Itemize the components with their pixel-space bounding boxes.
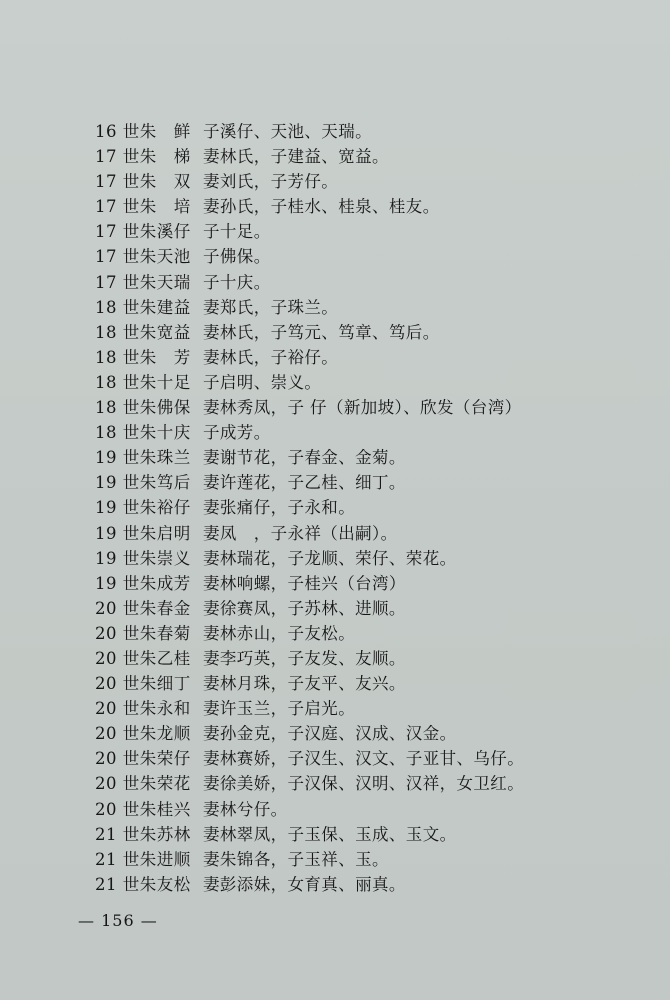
entry-generation-name: 18 世朱宽益 — [95, 322, 191, 342]
entry-generation-name: 17 世朱 培 — [95, 197, 191, 217]
entry-generation-name: 17 世朱 梯 — [95, 147, 191, 167]
entry-generation-name: 20 世朱乙桂 — [95, 648, 191, 668]
genealogy-entry — [95, 370, 655, 395]
entry-family-description: 子佛保。 — [203, 247, 271, 267]
genealogy-entry — [95, 822, 655, 847]
genealogy-entry — [95, 797, 655, 822]
entry-generation-name: 21 世朱进顺 — [95, 849, 191, 869]
genealogy-entry — [95, 470, 655, 495]
genealogy-entry — [95, 596, 655, 621]
genealogy-entry — [95, 495, 655, 520]
genealogy-entry — [95, 445, 655, 470]
entry-family-description: 妻李巧英，子友发、友顺。 — [203, 648, 406, 668]
entry-family-description: 妻林赛娇，子汉生、汉文、子亚甘、乌仔。 — [203, 749, 525, 769]
entry-family-description: 妻林翠凤，子玉保、玉成、玉文。 — [203, 824, 457, 844]
entry-generation-name: 20 世朱荣花 — [95, 774, 191, 794]
entry-generation-name: 18 世朱十足 — [95, 372, 191, 392]
entry-family-description: 妻徐赛凤，子苏林、进顺。 — [203, 598, 406, 618]
entry-family-description: 妻林氏，子笃元、笃章、笃后。 — [203, 322, 440, 342]
entry-family-description: 妻谢节花，子春金、金菊。 — [203, 448, 406, 468]
genealogy-entry — [95, 872, 655, 897]
entry-family-description: 妻林月珠，子友平、友兴。 — [203, 674, 406, 694]
genealogy-entry — [95, 671, 655, 696]
page-number: — 156 — — [78, 911, 158, 930]
entry-generation-name: 20 世朱春菊 — [95, 623, 191, 643]
genealogy-entry — [95, 320, 655, 345]
entry-family-description: 妻郑氏，子珠兰。 — [203, 297, 339, 317]
entry-generation-name: 19 世朱珠兰 — [95, 448, 191, 468]
entry-family-description: 妻林氏，子裕仔。 — [203, 347, 339, 367]
entry-family-description: 妻徐美娇，子汉保、汉明、汉祥，女卫红。 — [203, 774, 525, 794]
genealogy-entry — [95, 721, 655, 746]
entry-family-description: 妻林赤山，子友松。 — [203, 623, 356, 643]
entry-family-description: 妻许莲花，子乙桂、细丁。 — [203, 473, 406, 493]
entry-family-description: 妻林响螺，子桂兴（台湾） — [203, 573, 406, 593]
genealogy-entry — [95, 244, 655, 269]
genealogy-entry — [95, 194, 655, 219]
entry-generation-name: 20 世朱荣仔 — [95, 749, 191, 769]
genealogy-entry — [95, 571, 655, 596]
entry-generation-name: 20 世朱永和 — [95, 699, 191, 719]
genealogy-entry — [95, 771, 655, 796]
genealogy-entry — [95, 395, 655, 420]
entry-generation-name: 19 世朱笃后 — [95, 473, 191, 493]
entry-generation-name: 17 世朱 双 — [95, 172, 191, 192]
genealogy-entry — [95, 295, 655, 320]
entry-family-description: 妻许玉兰，子启光。 — [203, 699, 356, 719]
entry-family-description: 妻林兮仔。 — [203, 799, 288, 819]
entry-generation-name: 19 世朱成芳 — [95, 573, 191, 593]
entry-generation-name: 16 世朱 鲜 — [95, 122, 191, 141]
entry-generation-name: 20 世朱细丁 — [95, 674, 191, 694]
entry-family-description: 妻林氏，子建益、宽益。 — [203, 147, 389, 167]
entry-generation-name: 17 世朱天瑞 — [95, 272, 191, 292]
genealogy-entry-list — [95, 119, 655, 897]
genealogy-entry — [95, 847, 655, 872]
genealogy-entry — [95, 546, 655, 571]
genealogy-entry — [95, 144, 655, 169]
entry-generation-name: 20 世朱春金 — [95, 598, 191, 618]
entry-generation-name: 18 世朱 芳 — [95, 347, 191, 367]
genealogy-entry — [95, 696, 655, 721]
entry-family-description: 子十足。 — [203, 222, 271, 242]
entry-generation-name: 18 世朱建益 — [95, 297, 191, 317]
entry-generation-name: 18 世朱十庆 — [95, 423, 191, 443]
genealogy-entry — [95, 119, 655, 144]
entry-family-description: 妻彭添妹，女育真、丽真。 — [203, 874, 406, 894]
entry-generation-name: 17 世朱天池 — [95, 247, 191, 267]
entry-generation-name: 21 世朱苏林 — [95, 824, 191, 844]
genealogy-entry — [95, 219, 655, 244]
entry-family-description: 妻朱锦各，子玉祥、玉。 — [203, 849, 389, 869]
genealogy-entry — [95, 270, 655, 295]
genealogy-entry — [95, 646, 655, 671]
genealogy-entry — [95, 746, 655, 771]
entry-family-description: 妻凤 ，子永祥（出嗣）。 — [203, 523, 398, 543]
entry-family-description: 妻孙金克，子汉庭、汉成、汉金。 — [203, 724, 457, 744]
genealogy-entry — [95, 345, 655, 370]
entry-generation-name: 21 世朱友松 — [95, 874, 191, 894]
entry-generation-name: 20 世朱龙顺 — [95, 724, 191, 744]
entry-family-description: 子成芳。 — [203, 423, 271, 443]
genealogy-entry — [95, 621, 655, 646]
entry-family-description: 妻林秀凤，子 仔（新加坡）、欣发（台湾） — [203, 398, 522, 418]
entry-generation-name: 19 世朱裕仔 — [95, 498, 191, 518]
entry-family-description: 妻林瑞花，子龙顺、荣仔、荣花。 — [203, 548, 457, 568]
entry-generation-name: 17 世朱溪仔 — [95, 222, 191, 242]
entry-family-description: 子溪仔、天池、天瑞。 — [203, 122, 372, 141]
genealogy-entry — [95, 420, 655, 445]
entry-family-description: 妻张痛仔，子永和。 — [203, 498, 356, 518]
entry-generation-name: 18 世朱佛保 — [95, 398, 191, 418]
entry-family-description: 子十庆。 — [203, 272, 271, 292]
genealogy-entry — [95, 521, 655, 546]
entry-family-description: 子启明、崇义。 — [203, 372, 322, 392]
entry-generation-name: 19 世朱崇义 — [95, 548, 191, 568]
entry-generation-name: 19 世朱启明 — [95, 523, 191, 543]
genealogy-entry — [95, 169, 655, 194]
entry-family-description: 妻孙氏，子桂水、桂泉、桂友。 — [203, 197, 440, 217]
entry-generation-name: 20 世朱桂兴 — [95, 799, 191, 819]
entry-family-description: 妻刘氏，子芳仔。 — [203, 172, 339, 192]
